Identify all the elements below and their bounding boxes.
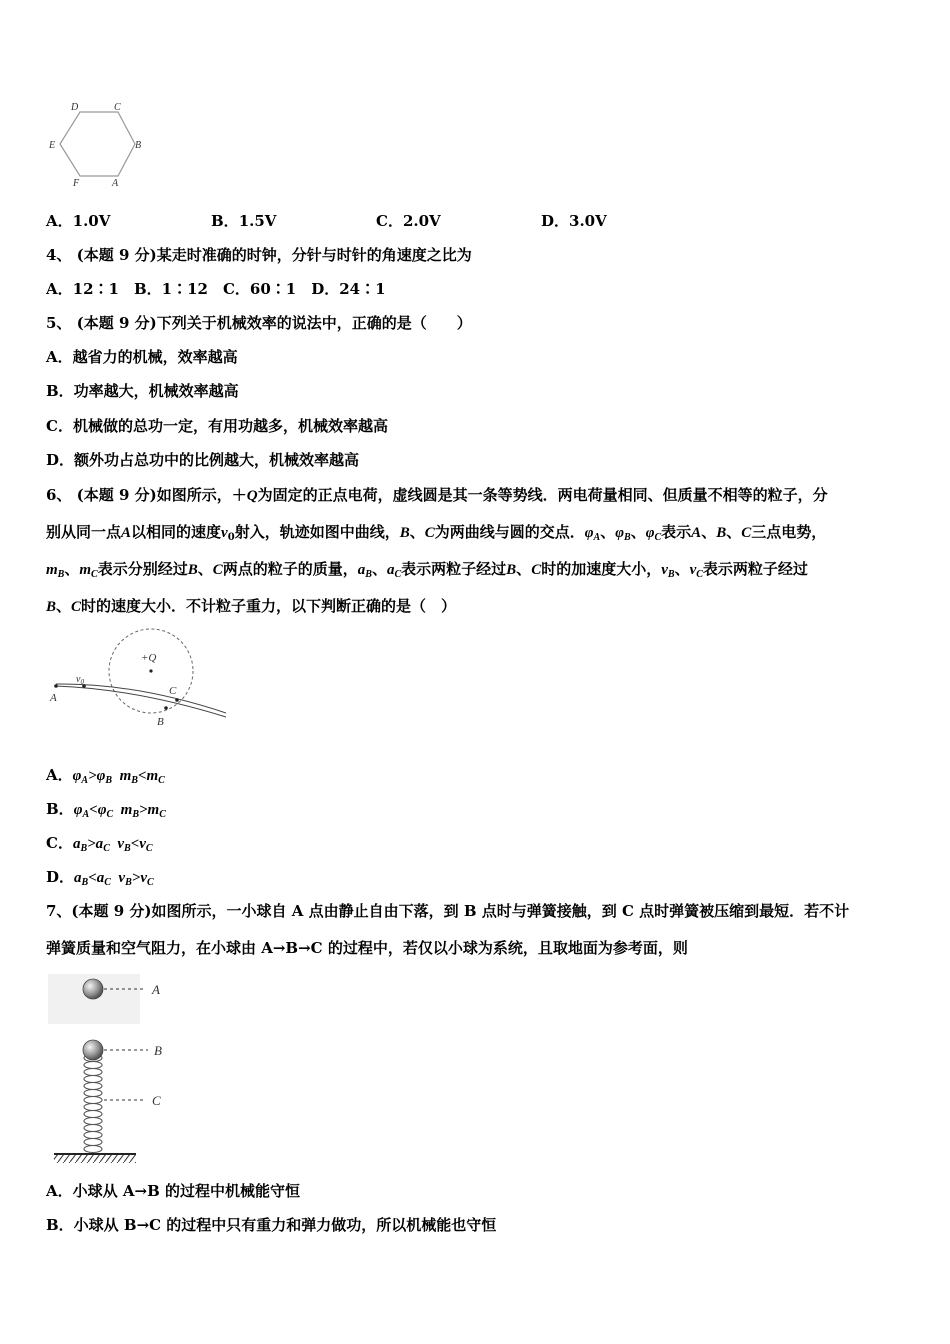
q5-option-c[interactable]: C．机械做的总功一定，有用功越多，机械效率越高 (46, 417, 388, 435)
q6-option-d[interactable]: D．$a_B<a_C$ $v_B>v_C$ (46, 868, 154, 888)
hexagon-label-a: A (112, 178, 119, 189)
hexagon-label-e: E (49, 140, 56, 151)
q5-option-d[interactable]: D．额外功占总功中的比例越大，机械效率越高 (46, 451, 360, 469)
q3-option-a[interactable]: A．1.0V (46, 212, 111, 230)
q6-stem-line1: 6、 (本题 9 分)如图所示，＋Q为固定的正点电荷，虚线圆是其一条等势线．两电荷量相同、但质量不相等的粒子，分 (46, 486, 828, 504)
point-c (175, 698, 179, 702)
ball-a (83, 979, 103, 999)
label-b: B (154, 1043, 162, 1058)
label-v0: $v_0$ (76, 674, 84, 686)
point-b (164, 706, 168, 710)
q6-option-c[interactable]: C．$a_B>a_C$ $v_B<v_C$ (46, 834, 153, 854)
q7-option-b[interactable]: B．小球从 B→C 的过程中只有重力和弹力做功，所以机械能也守恒 (46, 1216, 497, 1234)
hexagon-label-c: C (114, 102, 121, 113)
label-a: A (152, 982, 160, 997)
q4-stem: 4、 (本题 9 分)某走时准确的时钟，分针与时针的角速度之比为 (46, 246, 472, 264)
charge-dot (149, 669, 152, 672)
q3-option-b[interactable]: B．1.5V (211, 212, 277, 230)
hexagon-label-d: D (71, 102, 79, 113)
q5-option-b[interactable]: B．功率越大，机械效率越高 (46, 382, 239, 400)
trajectory-c (56, 684, 226, 713)
label-a: A (50, 692, 57, 704)
charge-label: +Q (141, 652, 157, 664)
label-c: C (169, 685, 177, 697)
q6-stem-line3: $m_B$、$m_C$表示分别经过B、C两点的粒子的质量，$a_B$、$a_C$表示两粒子经过B、C时的加速度大小，$v_B$、$v_C$表示两粒子经过 (46, 560, 808, 580)
q7-option-a[interactable]: A．小球从 A→B 的过程中机械能守恒 (46, 1182, 300, 1200)
q7-stem-line2: 弹簧质量和空气阻力，在小球由 A→B→C 的过程中，若仅以小球为系统，且取地面为参考面，则 (46, 939, 688, 957)
q6-option-a[interactable]: A．$\varphi_A>\varphi_B$ $m_B<m_C$ (46, 766, 165, 786)
q6-stem-line4: B、C时的速度大小．不计粒子重力，以下判断正确的是（ ） (46, 597, 457, 615)
trajectory-b (56, 686, 226, 717)
ball-b (83, 1040, 103, 1060)
label-c: C (152, 1093, 161, 1108)
q6-figure (46, 625, 236, 735)
q3-option-d[interactable]: D．3.0V (541, 212, 607, 230)
hexagon-shape (60, 112, 135, 176)
q6-option-b[interactable]: B．$\varphi_A<\varphi_C$ $m_B>m_C$ (46, 800, 166, 820)
spring (84, 1055, 102, 1153)
hexagon-label-b: B (135, 140, 142, 151)
q5-stem: 5、 (本题 9 分)下列关于机械效率的说法中，正确的是（ ） (46, 314, 472, 332)
point-a (54, 684, 58, 688)
q6-stem-line2: 别从同一点A以相同的速度$v_0$射入，轨迹如图中曲线，B、C为两曲线与圆的交点．$\varphi_A$、$\varphi_B$、$\varphi_C$表示A、B、C三点电势， (46, 523, 827, 543)
hexagon-figure (46, 100, 156, 195)
label-b: B (157, 716, 164, 728)
q7-figure (46, 970, 186, 1170)
q5-option-a[interactable]: A．越省力的机械，效率越高 (46, 348, 238, 366)
q7-stem-line1: 7、(本题 9 分)如图所示，一小球自 A 点由静止自由下落，到 B 点时与弹簧接触，到 C 点时弹簧被压缩到最短．若不计 (46, 902, 850, 920)
q3-options-row (46, 211, 666, 231)
hexagon-label-f: F (73, 178, 80, 189)
ground-hatch (54, 1155, 136, 1163)
q3-option-c[interactable]: C．2.0V (376, 212, 441, 230)
q4-options[interactable]: A．12∶1 B．1∶12 C．60∶1 D．24∶1 (46, 280, 386, 298)
